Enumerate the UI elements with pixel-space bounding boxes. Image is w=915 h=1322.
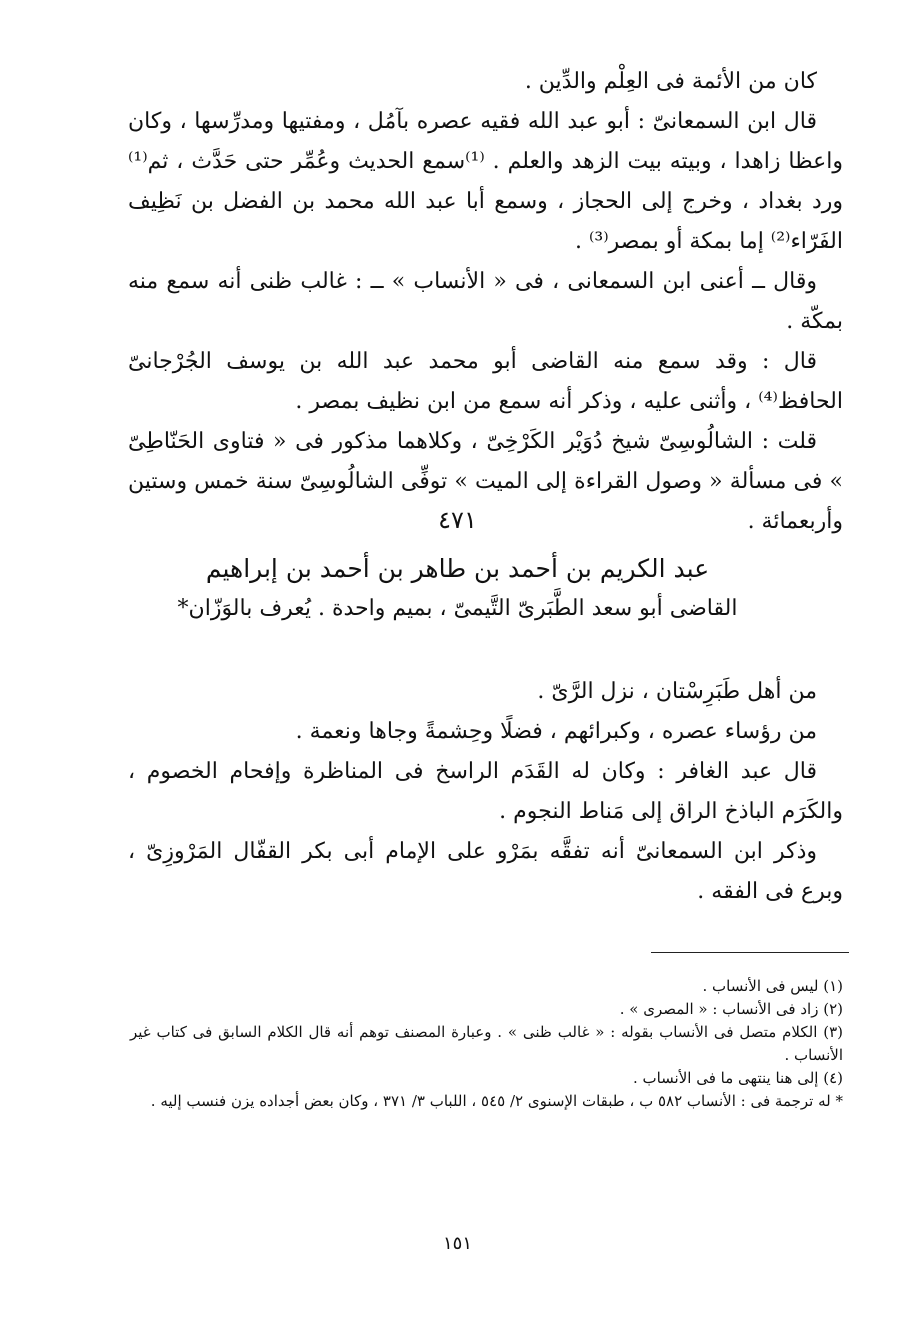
paragraph: قلت : الشالُوسِىّ شيخ دُوَيْر الكَرْخِىّ ، وكلاهما مذكور فى « فتاوى الحَنّاطِىّ » فى مسألة « وصول القراءة إلى الميت » توفِّى الشالُوسِىّ سنة خمس وستين وأربعمائة . — [128, 429, 843, 534]
entry-body — [128, 672, 843, 912]
footnote-divider — [651, 952, 849, 953]
entry-title: عبد الكريم بن أحمد بن طاهر بن أحمد بن إبراهيم — [205, 554, 710, 583]
paragraph: قال عبد الغافر : وكان له القَدَم الراسخ فى المناظرة وإفحام الخصوم ، والكَرَم الباذخ الراق إلى مَناط النجوم . — [128, 759, 843, 824]
paragraph: من رؤساء عصره ، وكبرائهم ، فضلًا وحِشمةً وجاها ونعمة . — [295, 719, 817, 744]
footnote: (٢) زاد فى الأنساب : « المصرى » . — [619, 1000, 843, 1018]
entry-number: ٤٧١ — [438, 506, 477, 534]
main-text-block — [128, 62, 843, 542]
paragraph: وذكر ابن السمعانىّ أنه تفقَّه بمَرْو على الإمام أبى بكر القفّال المَرْوزِىّ ، وبرع فى الفقه . — [128, 839, 843, 904]
paragraph: كان من الأئمة فى العِلْم والدِّين . — [524, 69, 817, 94]
paragraph: من أهل طَبَرِسْتان ، نزل الرَّىّ . — [537, 679, 817, 704]
entry-subtitle: القاضى أبو سعد الطَّبَرىّ التَّيمىّ ، بميم واحدة . يُعرف بالوَزّان* — [177, 596, 738, 621]
paragraph: قال : وقد سمع منه القاضى أبو محمد عبد الله بن يوسف الجُرْجانىّ الحافظ⁽⁴⁾ ، وأثنى عليه ، وذكر أنه سمع من ابن نظيف بمصر . — [128, 349, 843, 414]
page-number: ١٥١ — [442, 1233, 472, 1254]
footnote: * له ترجمة فى : الأنساب ٥٨٢ ب ، طبقات الإسنوى ٢/ ٥٤٥ ، اللباب ٣/ ٣٧١ ، وكان بعض أجداده يزن فنسب إليه . — [150, 1092, 843, 1110]
paragraph: وقال ــ أعنى ابن السمعانى ، فى « الأنساب » ــ : غالب ظنى أنه سمع منه بمكّة . — [128, 269, 843, 334]
footnote: (١) ليس فى الأنساب . — [702, 977, 843, 995]
footnote: (٣) الكلام متصل فى الأنساب بقوله : « غالب ظنى » . وعبارة المصنف توهم أنه قال الكلام السابق فى كتاب غير الأنساب . — [130, 1023, 843, 1064]
paragraph: قال ابن السمعانىّ : أبو عبد الله فقيه عصره بآمُل ، ومفتيها ومدرِّسها ، وكان واعظا زاهدا ، وبيته بيت الزهد والعلم . ⁽¹⁾سمع الحديث وعُمِّر حتى حَدَّث ، ثم⁽¹⁾ ورد بغداد ، وخرج إلى الحجاز ، وسمع أبا عبد الله محمد بن الفضل بن نَظِيف الفَرّاء⁽²⁾ إما بمكة أو بمصر⁽³⁾ . — [128, 109, 843, 254]
footnote: (٤) إلى هنا ينتهى ما فى الأنساب . — [632, 1069, 843, 1087]
footnotes — [130, 975, 843, 1113]
